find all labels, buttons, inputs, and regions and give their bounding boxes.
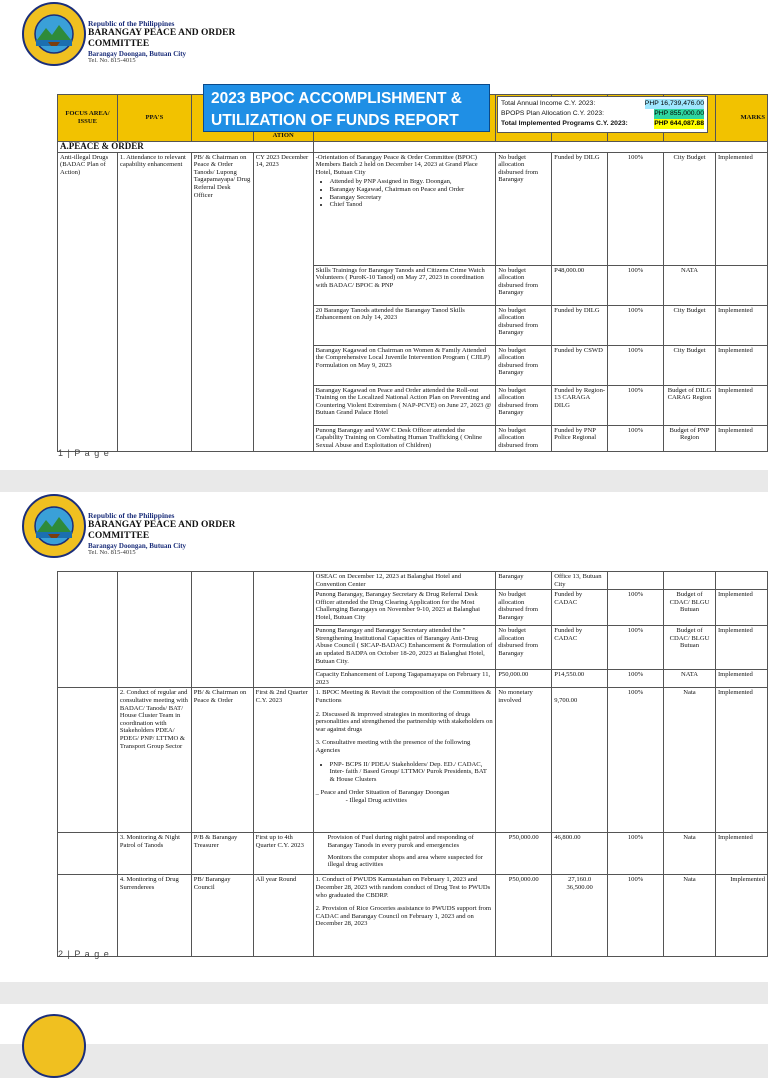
report-page-2 xyxy=(0,492,768,982)
remarks-cell: Implemented xyxy=(715,590,767,626)
table-row xyxy=(58,875,768,957)
pct-cell: 100% xyxy=(608,425,664,451)
source-cell: Funded by PNP Police Regional xyxy=(552,425,608,451)
report-title-line2: UTILIZATION OF FUNDS REPORT xyxy=(211,112,459,129)
col-focus: FOCUS AREA/ ISSUE xyxy=(58,95,118,142)
section-title: A.PEACE & ORDER xyxy=(58,142,314,153)
pct-cell: 100% xyxy=(608,833,664,875)
fund-cell: Nata xyxy=(664,688,716,833)
income-label: Total Annual Income C.Y. 2023: xyxy=(501,100,596,107)
section-row xyxy=(58,142,768,153)
actual-cell: 1. BPOC Meeting & Revisit the composition of the Committees & Functions 2. Discussed & improved strategies in monitoring of drugs personalities and strengthened the partnership with stakeholders on war against drugs 3. Consultative meeting with the presence of the following Agencies • PNP- BCPS II/ PDEA/ Stakeholders/ Dep. ED./ CADAC, Inter- faith / Based Group/ LTTMO/ Purok Presidents, BAT & House Clusters _ Peace and Order Situation of Barangay Doongan - Illegal Drug activities xyxy=(313,688,496,833)
fund-cell: Budget of CDAC/ BLGU Butuan xyxy=(664,590,716,626)
source-cell: Funded by DILG xyxy=(552,305,608,345)
remarks-cell: Implemented xyxy=(715,875,767,957)
budget-cell: Barangay xyxy=(496,572,552,590)
fund-cell: City Budget xyxy=(664,305,716,345)
actual-cell: Punong Barangay and VAW C Desk Officer attended the Capability Training on Combating Human Trafficking ( Online Sexual Abuse and Exploitation of Children) xyxy=(313,425,496,451)
org-name-line1: BARANGAY PEACE AND ORDER xyxy=(88,520,236,530)
actual-cell: Capacity Enhancement of Lupong Tagapamayapa on February 11, 2023 xyxy=(313,670,496,688)
budget-cell: No budget allocation disbursed from Barangay xyxy=(496,305,552,345)
fund-cell xyxy=(664,572,716,590)
barangay-seal-icon xyxy=(22,494,86,558)
fund-cell: City Budget xyxy=(664,152,716,265)
pct-cell: 100% xyxy=(608,385,664,425)
remarks-cell: Implemented xyxy=(715,670,767,688)
budget-cell: No budget allocation disbursed from Barangay xyxy=(496,626,552,670)
pct-cell: 100% xyxy=(608,626,664,670)
table-row xyxy=(58,688,768,833)
remarks-cell: Implemented xyxy=(715,345,767,385)
pct-cell: 100% xyxy=(608,875,664,957)
source-cell: P14,550.00 xyxy=(552,670,608,688)
resp-cell: PB/ & Chairman on Peace & Order xyxy=(191,688,253,833)
source-cell: 9,700.00 xyxy=(552,688,608,833)
impl-value: PHP 644,087.88 xyxy=(654,120,704,127)
republic-label: Republic of the Philippines xyxy=(88,511,175,520)
list-item: • PNP- BCPS II/ PDEA/ Stakeholders/ Dep. ED./ CADAC, Inter- faith / Based Group/ LTTMO/ Purok Presidents, BAT & House Clusters xyxy=(330,761,494,784)
org-address: Barangay Doongan, Butuan City xyxy=(88,542,187,550)
budget-cell: P50,000.00 xyxy=(496,875,552,957)
list-item: • Chief Tanod xyxy=(330,201,494,209)
actual-cell: Provision of Fuel during night patrol and responding of Barangay Tanods in every purok and emergencies Monitors the computer shops and area where suspected for illegal drug activities xyxy=(313,833,496,875)
fund-cell: City Budget xyxy=(664,345,716,385)
ppa-cell: 4. Monitoring of Drug Surrenderees xyxy=(117,875,191,957)
actual-cell: Punong Barangay, Barangay Secretary & Drug Referral Desk Officer attended the Drug Clearing Application for the Most Challenging Barangays on November 9-10, 2023 at Balanghai Hotel, Butuan City xyxy=(313,590,496,626)
actual-cell: OSEAC on December 12, 2023 at Balanghai Hotel and Convention Center xyxy=(313,572,496,590)
fund-cell: Budget of PNP Region xyxy=(664,425,716,451)
remarks-cell xyxy=(715,572,767,590)
report-table-page1 xyxy=(57,94,768,452)
time-cell: CY 2023 December 14, 2023 xyxy=(253,152,313,451)
fund-cell: NATA xyxy=(664,265,716,305)
budget-cell: No budget allocation disbursed from Barangay xyxy=(496,265,552,305)
focus-cell: Anti-illegal Drugs (BADAC Plan of Action) xyxy=(58,152,118,451)
remarks-cell xyxy=(715,265,767,305)
report-title-line1: 2023 BPOC ACCOMPLISHMENT & xyxy=(211,90,462,107)
source-cell: Funded by Region- 13 CARAGA DILG xyxy=(552,385,608,425)
report-page-3 xyxy=(0,1004,768,1044)
fund-cell: Nata xyxy=(664,875,716,957)
remarks-cell: Implemented xyxy=(715,626,767,670)
actual-cell: Barangay Kagawad on Peace and Order attended the Roll-out Training on the Localized National Action Plan on Preventing and Countering Violent Extremism ( NAP-PCVE) on June 27, 2023 @ Butuan Grand Palace Hotel xyxy=(313,385,496,425)
pct-cell: 100% xyxy=(608,670,664,688)
barangay-seal-icon xyxy=(22,2,86,66)
remarks-cell: Implemented xyxy=(715,305,767,345)
budget-cell: No budget allocation disbursed from xyxy=(496,425,552,451)
source-cell: P48,000.00 xyxy=(552,265,608,305)
ppa-cell: 2. Conduct of regular and consultative meeting with BADAC/ Tanods/ BAT/ House Cluster Team in coordination with Stakeholders PDEA/ PDEG/ PNP/ LTTMO & Transport Group Sector xyxy=(117,688,191,833)
income-value: PHP 16,739,476.00 xyxy=(644,100,704,107)
pct-cell: 100% xyxy=(608,265,664,305)
report-title-box xyxy=(203,84,490,132)
pct-cell xyxy=(608,572,664,590)
list-item: • Attended by PNP Assigned in Brgy. Doongan, xyxy=(330,178,494,186)
list-item: • Barangay Secretary xyxy=(330,194,494,202)
org-name-line1: BARANGAY PEACE AND ORDER xyxy=(88,28,236,38)
list-item: • Barangay Kagawad, Chairman on Peace and Order xyxy=(330,186,494,194)
ppa-cell: 1. Attendance to relevant capability enhancement xyxy=(117,152,191,451)
budget-cell: P50,000.00 xyxy=(496,833,552,875)
remarks-cell: Implemented xyxy=(715,833,767,875)
col-ppa: PPA'S xyxy=(117,95,191,142)
remarks-cell: Implemented xyxy=(715,152,767,265)
source-cell: Funded by CADAC xyxy=(552,590,608,626)
report-page-1 xyxy=(0,0,768,470)
org-tel: Tel. No. 815-4015 xyxy=(88,58,136,62)
plan-label: BPOPS Plan Allocation C.Y. 2023: xyxy=(501,110,605,117)
table-row xyxy=(58,833,768,875)
fund-summary-box xyxy=(497,96,708,133)
pct-cell: 100% xyxy=(608,345,664,385)
page-number-2: 2 | P a g e xyxy=(58,949,110,959)
pct-cell: 100% xyxy=(608,152,664,265)
org-name-line2: COMMITTEE xyxy=(88,531,150,541)
org-address: Barangay Doongan, Butuan City xyxy=(88,50,187,58)
budget-cell: P50,000.00 xyxy=(496,670,552,688)
source-cell: Funded by DILG xyxy=(552,152,608,265)
impl-label: Total Implemented Programs C.Y. 2023: xyxy=(501,120,628,127)
pct-cell: 100% xyxy=(608,590,664,626)
budget-cell: No budget allocation disbursed from Barangay xyxy=(496,345,552,385)
remarks-cell: Implemented xyxy=(715,425,767,451)
plan-value: PHP 855,000.00 xyxy=(654,110,704,117)
pct-cell: 100% xyxy=(608,688,664,833)
time-cell: First & 2nd Quarter C.Y. 2023 xyxy=(253,688,313,833)
source-cell: 27,160.0 36,500.00 xyxy=(552,875,608,957)
fund-cell: Budget of DILG CARAG Region xyxy=(664,385,716,425)
budget-cell: No monetary involved xyxy=(496,688,552,833)
ppa-cell: 3. Monitoring & Night Patrol of Tanods xyxy=(117,833,191,875)
fund-cell: Nata xyxy=(664,833,716,875)
actual-cell: 1. Conduct of PWUDS Kamustahan on February 1, 2023 and December 28, 2023 with random conduct of Drug Test to PWUDs who graduated the CBDRP. 2. Provision of Rice Groceries assistance to PWUDS support from CADAC and Barangay Council on February 1, 2023 and on December 28, 2023 xyxy=(313,875,496,957)
actual-cell: -Orientation of Barangay Peace & Order Committee (BPOC) Members Batch 2 held on December 14, 2023 at Grand Place Hotel, Butuan City • Attended by PNP Assigned in Brgy. Doongan, • Barangay Kagawad, Chairman on Peace and Order • Barangay Secretary • Chief Tanod xyxy=(313,152,496,265)
source-cell: Funded by CSWD xyxy=(552,345,608,385)
time-cell: First up to 4th Quarter C.Y. 2023 xyxy=(253,833,313,875)
source-cell: Funded by CADAC xyxy=(552,626,608,670)
actual-cell: Barangay Kagawad on Chairman on Women & Family Attended the Comprehensive Local Juvenile Intervention Program ( CJILP) Formulation on May 9, 2023 xyxy=(313,345,496,385)
actual-cell: Skills Trainings for Barangay Tanods and Citizens Crime Watch Volunteers ( PuroK-10 Tanod) on May 27, 2023 in coordination with BADAC/ BPOC & PNP xyxy=(313,265,496,305)
budget-cell: No budget allocation disbursed from Barangay xyxy=(496,152,552,265)
fund-cell: Budget of CDAC/ BLGU Butuan xyxy=(664,626,716,670)
col-time: ATION xyxy=(253,95,313,142)
pct-cell: 100% xyxy=(608,305,664,345)
org-name-line2: COMMITTEE xyxy=(88,39,150,49)
resp-cell: PB/ & Chairman on Peace & Order Tanods/ Lupong Tagapamayapa/ Drug Referral Desk Officer xyxy=(191,152,253,451)
actual-cell: 20 Barangay Tanods attended the Barangay Tanod Skills Enhancement on July 14, 2023 xyxy=(313,305,496,345)
fund-cell: NATA xyxy=(664,670,716,688)
source-cell: Office 13, Butuan City xyxy=(552,572,608,590)
actual-cell: Punong Barangay and Barangay Secretary attended the " Strengthening Institutional Capacities of Barangay Anti-Drug Abuse Council ( SICAP-BADAC) Enhancement & Formulation of an updated BADPA on October 18-20, 2023 at Balanghai Hotel, Butuan City. xyxy=(313,626,496,670)
budget-cell: No budget allocation disbursed from Barangay xyxy=(496,590,552,626)
org-tel: Tel. No. 815-4015 xyxy=(88,550,136,554)
remarks-cell: Implemented xyxy=(715,688,767,833)
table-row xyxy=(58,152,768,265)
resp-cell: P/B & Barangay Treasurer xyxy=(191,833,253,875)
time-cell: All year Round xyxy=(253,875,313,957)
remarks-cell: Implemented xyxy=(715,385,767,425)
attendee-list xyxy=(316,178,494,208)
source-cell: 46,800.00 xyxy=(552,833,608,875)
page-number-1: 1 | P a g e xyxy=(58,448,110,458)
report-table-page2 xyxy=(57,571,768,957)
col-remarks: MARKS xyxy=(715,95,767,142)
table-row xyxy=(58,572,768,590)
resp-cell: PB/ Barangay Council xyxy=(191,875,253,957)
republic-label: Republic of the Philippines xyxy=(88,19,175,28)
budget-cell: No budget allocation disbursed from Barangay xyxy=(496,385,552,425)
